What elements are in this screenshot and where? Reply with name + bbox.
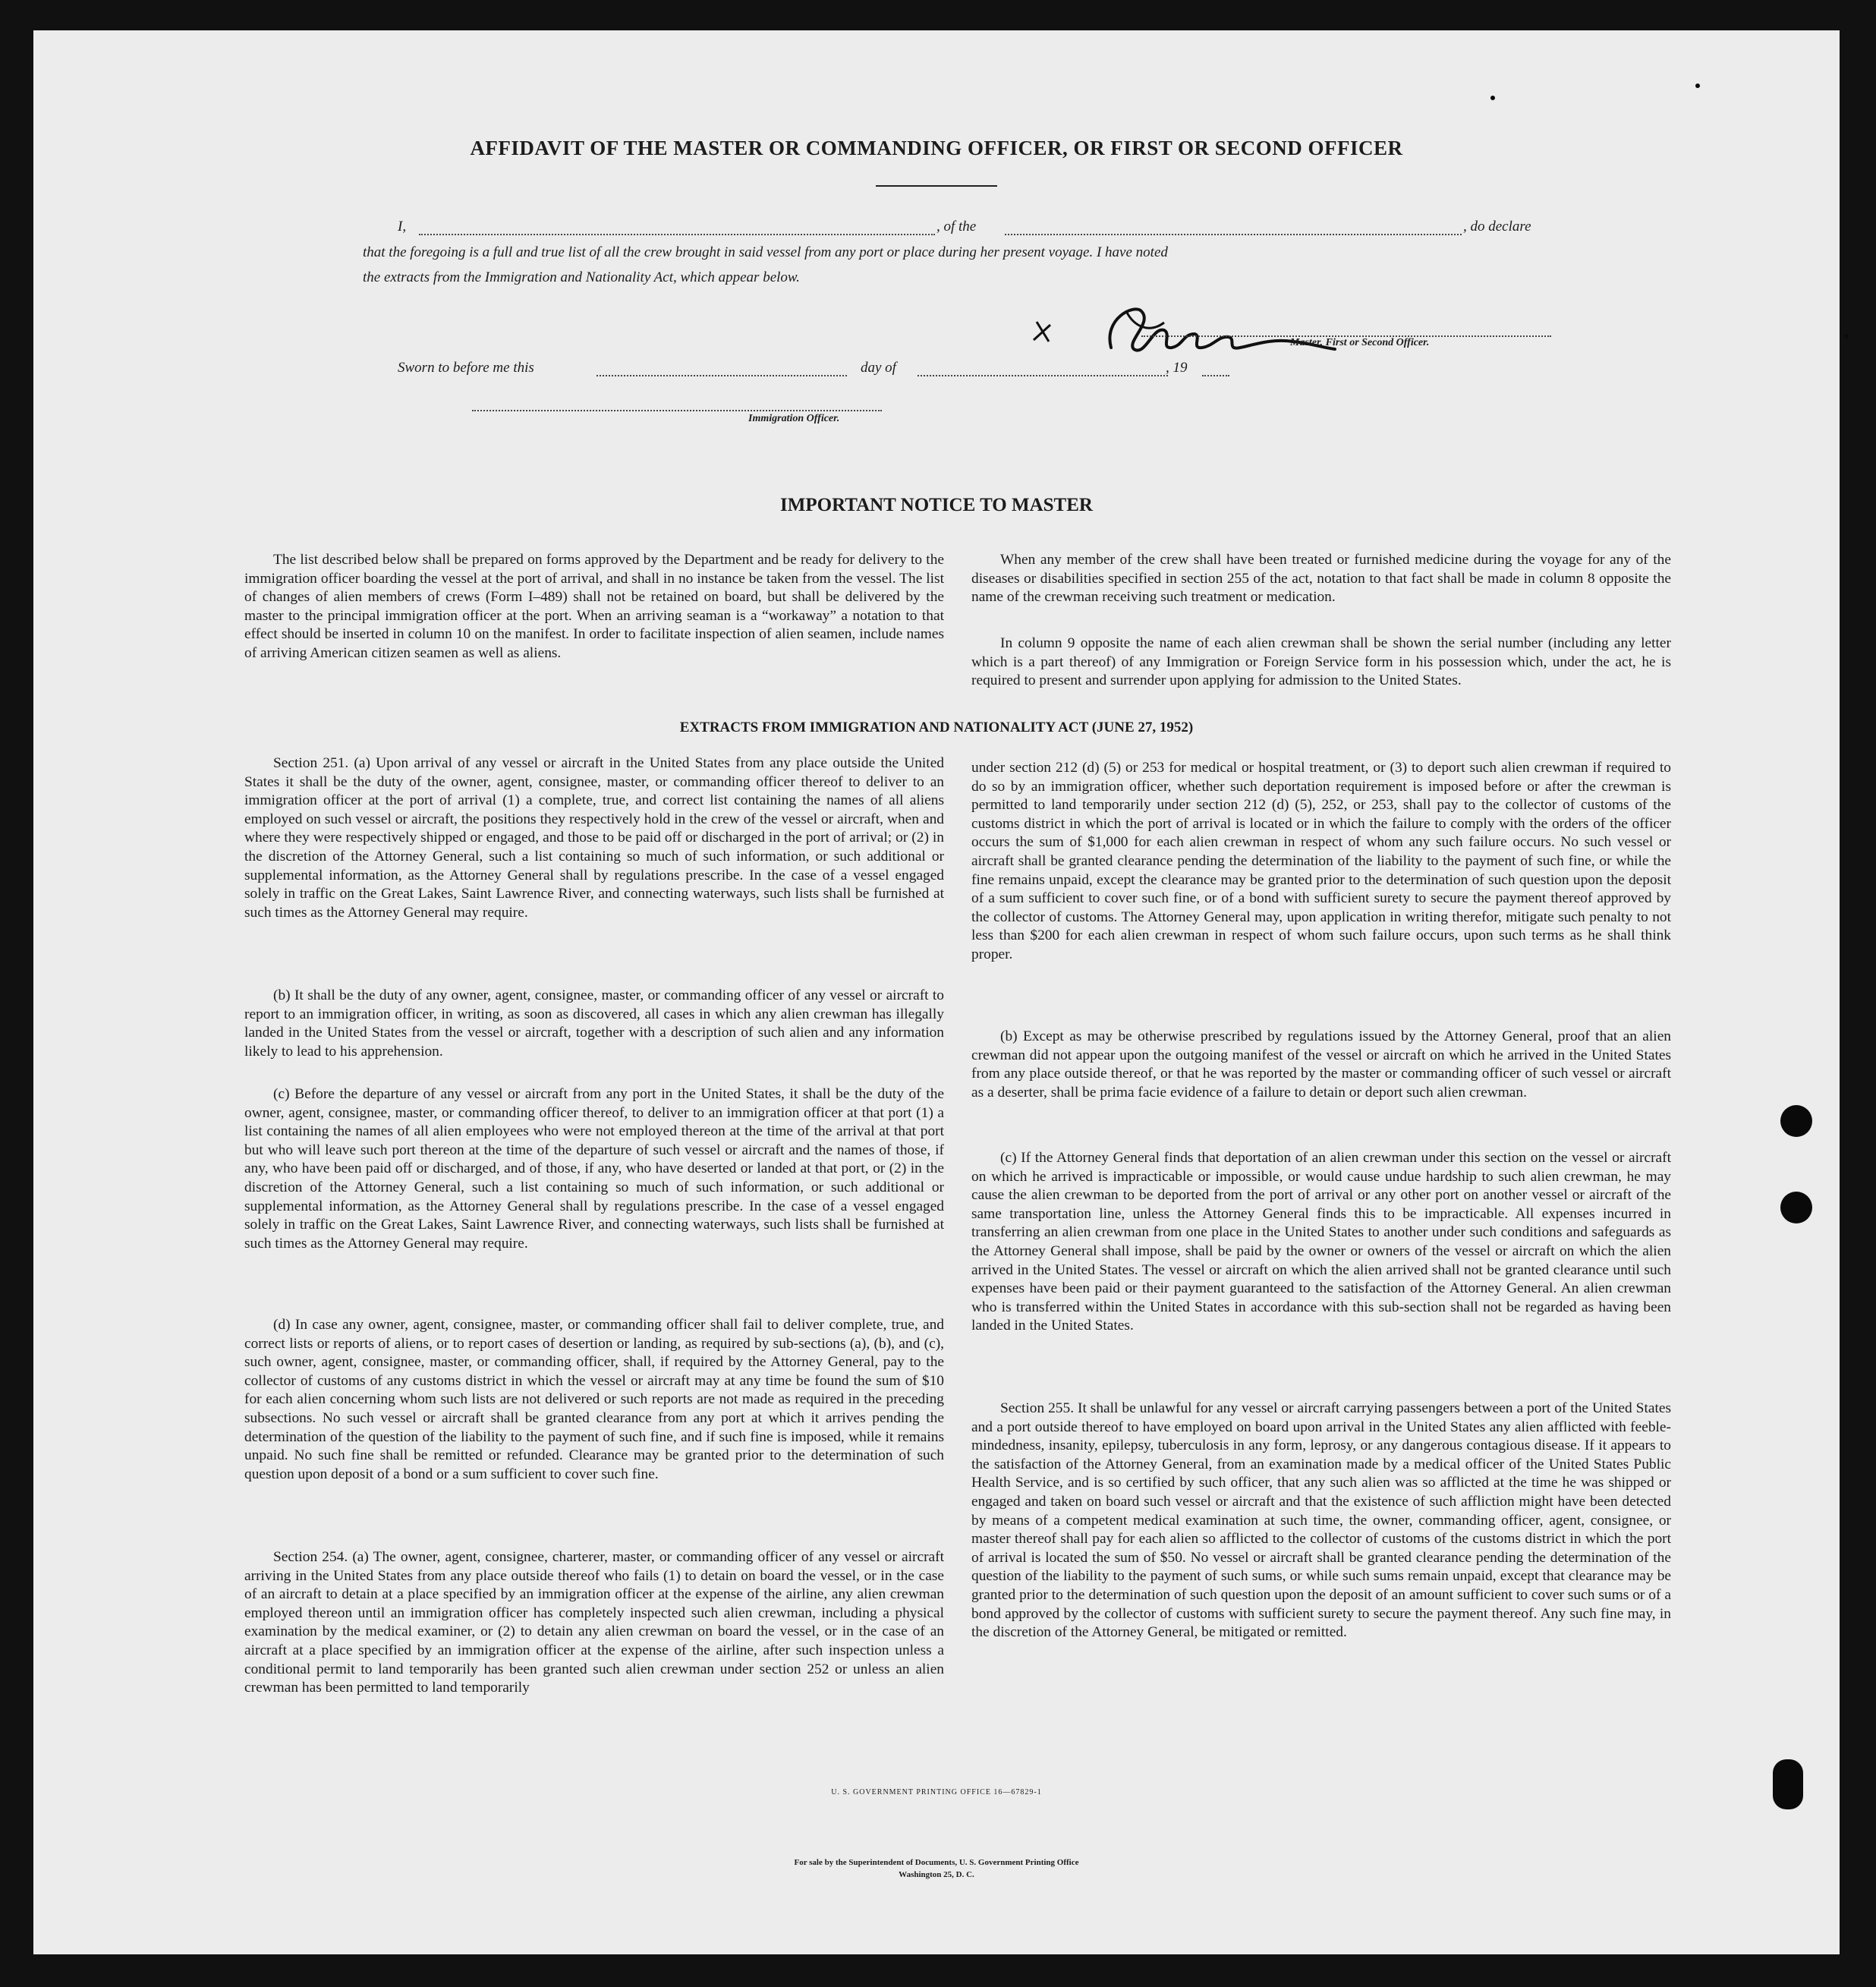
- sworn-year-line[interactable]: [1202, 375, 1229, 376]
- vessel-field-line[interactable]: [1005, 234, 1462, 235]
- section-255: Section 255. It shall be unlawful for any vessel or aircraft carrying passengers between a port of the United States and a port outside thereof to have employed on board upon arrival in the United States any alien afflicted with feeble-mindedness, insanity, epilepsy, tuberculosis in any form, leprosy, or any dangerous contagious disease. If it appears to the satisfaction of the Attorney General, from an examination made by a medical officer of the United States Public Health Service, and is so certified by such officer, that any such alien was so afflicted at the time he was shipped or engaged and taken on board such vessel or aircraft and that the existence of such affliction might have been detected by means of a competent medical examination at such time, the owner, commanding officer, agent, consignee, or master thereof shall pay for each alien so afflicted to the collector of customs of the customs district in which the port of arrival is located the sum of $50. No vessel or aircraft shall be granted clearance pending the determination of the question of the liability to the payment of such sums, or while such sums remain unpaid, except that clearance may be granted prior to the determination of such question upon the deposit of an amount sufficient to cover such sums or of a bond approved by the collector of customs with sufficient surety to secure the payment thereof. Any such fine may, in the discretion of the Attorney General, be mitigated or remitted.: [971, 1400, 1671, 1641]
- affidavit-statement-line3: the extracts from the Immigration and Nationality Act, which appear below.: [363, 269, 800, 285]
- section-254-c: (c) If the Attorney General finds that deportation of an alien crewman under this section on the vessel or aircraft on which he arrived is impracticable or impossible, or would cause undue hardship to such alien crewman, he may cause the alien crewman to be deported from the port of arrival or any other port on another vessel or aircraft of the same transportation line, unless the Attorney General finds this to be impracticable. All expenses incurred in transferring an alien crewman from one place in the United States to another under such conditions and safeguards as the Attorney General shall impose, shall be paid by the owner or owners of the vessel or aircraft on which the alien arrived in the United States. The vessel or aircraft on which the alien arrived shall not be granted clearance until such expenses have been paid or their payment guaranteed to the satisfaction of the Attorney General. An alien crewman who is transferred within the United States in accordance with this sub-section shall not be regarded as having been landed in the United States.: [971, 1150, 1671, 1334]
- sworn-date-line[interactable]: [596, 375, 847, 376]
- binding-mark: [1773, 1759, 1803, 1809]
- notice-right-paragraph-2: In column 9 opposite the name of each alien crewman shall be shown the serial number (including any letter which is a part thereof) of any Immigration or Foreign Service form in his possession which, under the act, he is required to present and surrender upon applying for admission to the United States.: [971, 635, 1671, 689]
- signature-caption: Master, First or Second Officer.: [1290, 337, 1430, 348]
- affidavit-of-the-label: , of the: [936, 219, 977, 235]
- section-251-c: (c) Before the departure of any vessel or aircraft from any port in the United States, it shall be the duty of the owner, agent, consignee, master, or commanding officer thereof, to deliver to an immigration officer at that port (1) a list containing the names of all alien employees who were not employed thereon at the time of the arrival at that port but who will leave such port thereon at the time of the departure of such vessel or aircraft and the names of those, if any, who have been paid off or discharged, and of those, if any, who have deserted or landed at that port, or (2) in the discretion of the Attorney General, such a list containing so much of such information, or such additional or supplemental information, as the Attorney General shall by regulations prescribe. In the case of a vessel engaged solely in traffic on the Great Lakes, Saint Lawrence River, and connecting waterways, such lists shall be furnished at such times as the Attorney General may require.: [244, 1086, 944, 1252]
- document-page: [33, 30, 1840, 1954]
- section-251-d: (d) In case any owner, agent, consignee, master, or commanding officer shall fail to deliver complete, true, and correct lists or reports of aliens, or to report cases of desertion or landing, as required by sub-sections (a), (b), and (c), such owner, agent, consignee, master, or commanding officer, shall, if required by the Attorney General, pay to the collector of customs of any customs district in which the vessel or aircraft may at any time be found the sum of $10 for each alien concerning whom such lists are not delivered or such reports are not made as required in the preceding subsections. No such vessel or aircraft shall be granted clearance from any port at which it arrives pending the determination of the question of the liability to the payment of such fine, and if such fine is imposed, while it remains unpaid. No such fine shall be remitted or refunded. Clearance may be granted prior to the determination of such question upon deposit of a bond or a sum sufficient to cover such fine.: [244, 1317, 944, 1482]
- section-251-b: (b) It shall be the duty of any owner, agent, consignee, master, or commanding officer of any vessel or aircraft to report to an immigration officer, in writing, as soon as discovered, all cases in which any alien crewman has illegally landed in the United States from the vessel or aircraft, together with a description of such alien and any information likely to lead to his apprehension.: [244, 987, 944, 1060]
- speck-mark: [1490, 96, 1495, 100]
- notice-right-paragraph-1: When any member of the crew shall have been treated or furnished medicine during the voyage for any of the diseases or disabilities specified in section 255 of the act, notation to that fact shall be made in column 8 opposite the name of the crewman receiving such treatment or medication.: [971, 552, 1671, 606]
- immigration-officer-signature-line[interactable]: [472, 410, 882, 411]
- punch-hole-mark: [1780, 1192, 1812, 1223]
- section-254-a-continued: under section 212 (d) (5) or 253 for medical or hospital treatment, or (3) to deport such alien crewman if required to do so by an immigration officer, whether such deportation requirement is imposed before or after the crewman is permitted to land temporarily under section 212 (d) (5), 252, or 253, shall pay to the collector of customs of the customs district in which the port of arrival is located or in which the failure to comply with the orders of the officer occurs the sum of $1,000 for each alien crewman in respect of whom any such failure occurs. No such vessel or aircraft shall be granted clearance pending the determination of the liability to the payment of such fine, or while the fine remains unpaid, except the clearance may be granted prior to the determination of such question upon the deposit of a sum sufficient to cover such fine, or of a bond with sufficient surety to secure the payment thereof approved by the collector of customs. The Attorney General may, upon application in writing therefor, mitigate such penalty to not less than $200 for each alien crewman in respect of whom such failure occurs, upon such terms as he shall think proper.: [971, 760, 1671, 962]
- affidavit-i-label: I,: [398, 219, 407, 235]
- speck-mark: [1844, 334, 1849, 339]
- notice-title: IMPORTANT NOTICE TO MASTER: [780, 495, 1093, 515]
- sworn-month-line[interactable]: [918, 375, 1168, 376]
- printer-imprint: U. S. GOVERNMENT PRINTING OFFICE 16—67829-1: [831, 1788, 1042, 1796]
- name-field-line[interactable]: [419, 234, 935, 235]
- affidavit-title: AFFIDAVIT OF THE MASTER OR COMMANDING OFFICER, OR FIRST OR SECOND OFFICER: [470, 137, 1403, 159]
- sale-notice-line-2: Washington 25, D. C.: [899, 1870, 974, 1879]
- section-254-a: Section 254. (a) The owner, agent, consignee, charterer, master, or commanding officer of any vessel or aircraft arriving in the United States from any place outside thereof who fails (1) to detain on board the vessel, or in the case of an aircraft to detain at a place specified by an immigration officer at the expense of the airline, any alien crewman employed thereon until an immigration officer has completely inspected such alien crewman, including a physical examination by the medical examiner, or (2) to detain any alien crewman on board the vessel, or in the case of an aircraft at a place specified by an immigration officer at the expense of the airline, after such inspection unless a conditional permit to land temporarily has been granted such alien crewman under section 252 or unless an alien crewman has been permitted to land temporarily: [244, 1549, 944, 1696]
- sale-notice-line-1: For sale by the Superintendent of Documents, U. S. Government Printing Office: [794, 1858, 1079, 1867]
- notice-left-paragraph: The list described below shall be prepared on forms approved by the Department and be ready for delivery to the immigration officer boarding the vessel at the port of arrival, and shall in no instance be taken from the vessel. The list of changes of alien members of crews (Form I–489) shall not be retained on board, but shall be delivered by the master to the principal immigration officer at the port. When an arriving seaman is a “workaway” a notation to that effect should be inserted in column 10 on the manifest. In order to facilitate inspection of alien seamen, include names of arriving American citizen seamen as well as aliens.: [244, 552, 944, 661]
- speck-mark: [1695, 83, 1700, 88]
- extracts-title: EXTRACTS FROM IMMIGRATION AND NATIONALITY ACT (JUNE 27, 1952): [679, 720, 1194, 735]
- punch-hole-mark: [1780, 1105, 1812, 1137]
- affidavit-statement-line2: that the foregoing is a full and true list of all the crew brought in said vessel from any port or place during her present voyage. I have noted: [363, 244, 1168, 260]
- affidavit-do-declare-label: , do declare: [1463, 219, 1531, 235]
- section-251-a: Section 251. (a) Upon arrival of any vessel or aircraft in the United States from any place outside the United States it shall be the duty of the owner, agent, consignee, master, or commanding officer thereof to deliver to an immigration officer at the port of arrival (1) a complete, true, and correct list containing the names of all aliens employed on such vessel or aircraft, the positions they respectively hold in the crew of the vessel or aircraft, when and where they were respectively shipped or engaged, and those to be paid off or discharged in the port of arrival; or (2) in the discretion of the Attorney General, such a list containing so much of such information, or such additional or supplemental information, as the Attorney General shall by regulations prescribe. In the case of a vessel engaged solely in traffic on the Great Lakes, Saint Lawrence River, and connecting waterways, such lists shall be furnished at such times as the Attorney General may require.: [244, 755, 944, 921]
- title-underline: [876, 185, 997, 187]
- day-of-label: day of: [861, 360, 896, 376]
- section-254-b: (b) Except as may be otherwise prescribed by regulations issued by the Attorney General, proof that an alien crewman did not appear upon the outgoing manifest of the vessel or aircraft on which he arrived in the United States from any place outside thereof, or that he was reported by the master or commanding officer of such vessel or aircraft as a deserter, shall be prima facie evidence of a failure to detain or deport such alien crewman.: [971, 1028, 1671, 1101]
- sworn-label: Sworn to before me this: [398, 360, 534, 376]
- year-label: , 19: [1166, 360, 1188, 376]
- immigration-officer-caption: Immigration Officer.: [748, 413, 840, 424]
